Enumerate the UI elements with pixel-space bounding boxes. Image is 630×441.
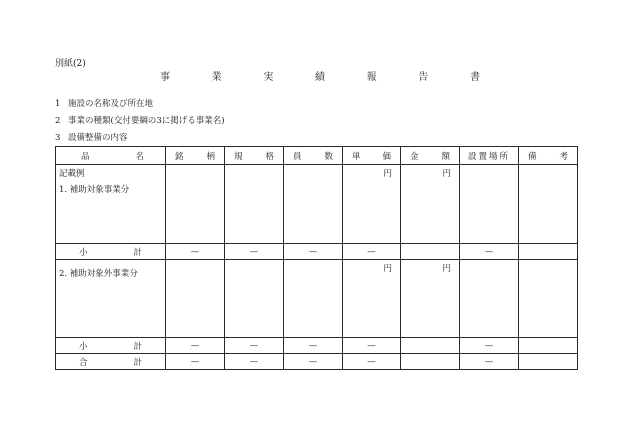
dash-cell: —: [343, 338, 401, 354]
remarks-cell[interactable]: [519, 165, 578, 244]
spec-cell[interactable]: [225, 165, 284, 244]
spec-cell[interactable]: [225, 260, 284, 338]
amount-cell[interactable]: 円: [401, 165, 460, 244]
subsidized-block-row: [56, 165, 578, 244]
section-number: 3: [55, 133, 61, 143]
dash-cell: —: [284, 244, 343, 260]
title-char: 書: [469, 72, 480, 83]
example-label: 記載例: [59, 169, 85, 179]
header-item-name: 品 名: [56, 147, 166, 165]
dash-cell: —: [343, 354, 401, 370]
nonsubsidized-item-cell[interactable]: [56, 260, 166, 338]
dash-cell: —: [284, 354, 343, 370]
header-amount: 金 額: [401, 147, 460, 165]
location-cell[interactable]: [460, 260, 519, 338]
title-char: 実: [263, 72, 274, 83]
quantity-cell[interactable]: [284, 260, 343, 338]
dash-cell: —: [225, 338, 284, 354]
header-unit-price: 単 価: [343, 147, 401, 165]
total-row: [56, 354, 578, 370]
title-char: 報: [366, 72, 377, 83]
section-text: 設備整備の内容: [68, 133, 128, 143]
remarks-cell[interactable]: [519, 260, 578, 338]
header-row: [56, 147, 578, 165]
dash-cell: —: [284, 338, 343, 354]
dash-cell: —: [225, 354, 284, 370]
section-text: 事業の種類(交付要綱の3に掲げる事業名): [68, 116, 225, 126]
equipment-table: [55, 146, 578, 370]
title-char: 業: [211, 72, 222, 83]
annex-label: 別紙(2): [55, 59, 86, 69]
location-cell[interactable]: [460, 165, 519, 244]
header-spec: 規 格: [225, 147, 284, 165]
subtotal-label: 小 計: [56, 338, 166, 354]
subtotal-remarks-cell[interactable]: [519, 244, 578, 260]
subsidized-label: 1. 補助対象事業分: [59, 185, 130, 195]
nonsubsidized-block-row: [56, 260, 578, 338]
title-char: 事: [160, 72, 170, 83]
header-remarks: 備 考: [519, 147, 578, 165]
header-brand: 銘 柄: [166, 147, 225, 165]
total-amount-cell[interactable]: [401, 354, 460, 370]
document-title: [160, 68, 480, 83]
dash-cell: —: [460, 244, 519, 260]
dash-cell: —: [460, 338, 519, 354]
dash-cell: —: [166, 354, 225, 370]
total-remarks-cell[interactable]: [519, 354, 578, 370]
header-location: 設置場所: [460, 147, 519, 165]
subtotal-amount-cell[interactable]: [401, 338, 460, 354]
subtotal-row-2: [56, 338, 578, 354]
section-1: [55, 97, 153, 109]
subsidized-item-cell[interactable]: [56, 165, 166, 244]
total-label: 合 計: [56, 354, 166, 370]
unit-price-cell[interactable]: 円: [343, 260, 401, 338]
dash-cell: —: [343, 244, 401, 260]
section-3: [55, 131, 128, 143]
subtotal-row-1: [56, 244, 578, 260]
quantity-cell[interactable]: [284, 165, 343, 244]
brand-cell[interactable]: [166, 260, 225, 338]
dash-cell: —: [166, 244, 225, 260]
amount-cell[interactable]: 円: [401, 260, 460, 338]
dash-cell: —: [460, 354, 519, 370]
header-quantity: 員 数: [284, 147, 343, 165]
section-text: 施設の名称及び所在地: [68, 99, 154, 109]
subtotal-label: 小 計: [56, 244, 166, 260]
subtotal-amount-cell[interactable]: [401, 244, 460, 260]
unit-price-cell[interactable]: 円: [343, 165, 401, 244]
subtotal-remarks-cell[interactable]: [519, 338, 578, 354]
section-2: [55, 114, 225, 126]
dash-cell: —: [225, 244, 284, 260]
nonsubsidized-label: 2. 補助対象外事業分: [59, 269, 138, 279]
title-char: 績: [314, 72, 325, 83]
title-char: 告: [418, 72, 429, 83]
brand-cell[interactable]: [166, 165, 225, 244]
section-number: 1: [55, 99, 61, 109]
section-number: 2: [55, 116, 61, 126]
dash-cell: —: [166, 338, 225, 354]
